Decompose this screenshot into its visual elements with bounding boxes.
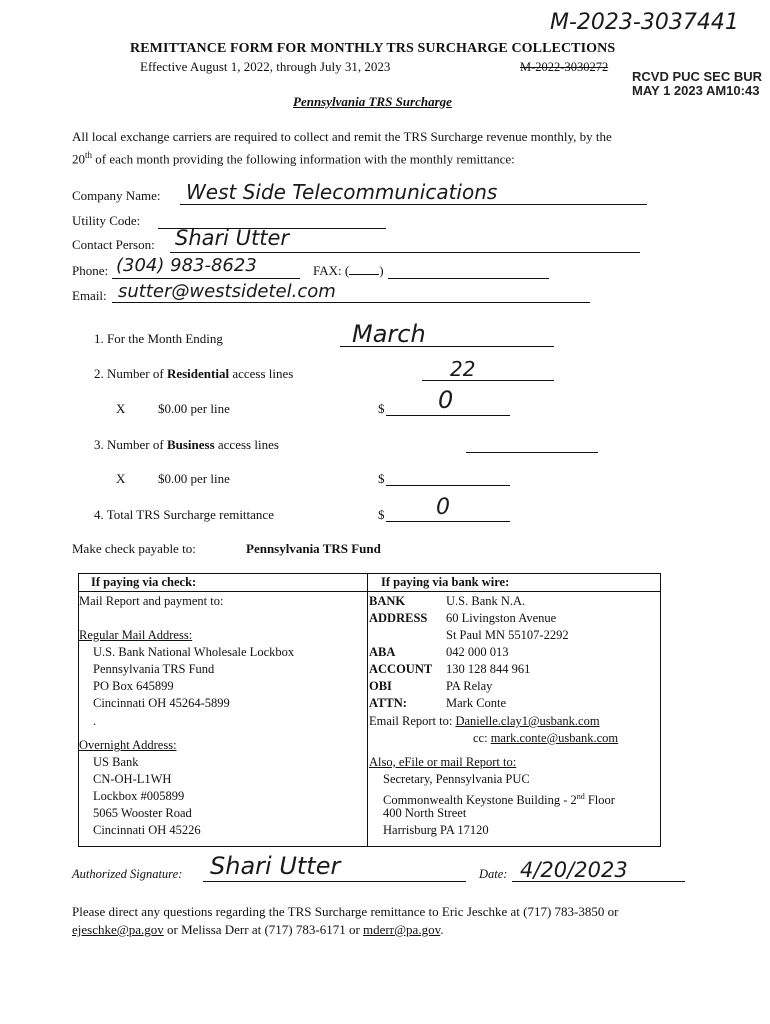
total-remittance-label: 4. Total TRS Surcharge remittance (94, 507, 274, 522)
company-name-value[interactable]: West Side Telecommunications (186, 180, 498, 204)
stray-dot: . (93, 714, 97, 728)
intro-line-1: All local exchange carriers are required to collect and remit the TRS Surcharge revenue monthly, by the (72, 129, 612, 144)
intro-paragraph (72, 128, 712, 168)
table-header-divider (79, 591, 660, 592)
email-label: Email: (72, 288, 107, 303)
total-dollar-sign: $ (378, 507, 385, 522)
wire-column-header: If paying via bank wire: (381, 575, 510, 589)
form-subtitle: Pennsylvania TRS Surcharge (293, 94, 452, 109)
regular-mail-line-2: Pennsylvania TRS Fund (93, 662, 215, 676)
wire-email-line (369, 713, 600, 730)
signature-value[interactable]: Shari Utter (210, 852, 341, 880)
residential-label-pre: 2. Number of (94, 366, 167, 381)
wire-cc-prefix: cc: (473, 731, 491, 745)
puc-line-2-pre: Commonwealth Keystone Building - 2 (383, 793, 577, 808)
phone-label: Phone: (72, 263, 109, 278)
wire-email-link-2[interactable]: mark.conte@usbank.com (490, 731, 619, 745)
residential-label-post: access lines (229, 366, 294, 381)
month-ending-label: 1. For the Month Ending (94, 331, 223, 346)
phone-line (112, 278, 300, 279)
business-label-post: access lines (214, 437, 279, 452)
contact-person-label: Contact Person: (72, 237, 155, 252)
regular-mail-line-3: PO Box 645899 (93, 679, 174, 693)
email-value[interactable]: sutter@westsidetel.com (118, 281, 336, 302)
overnight-line-3: Lockbox #005899 (93, 789, 185, 803)
utility-code-label: Utility Code: (72, 213, 141, 228)
old-docket-number: M-2022-3030272 (520, 60, 609, 74)
contact-person-value[interactable]: Shari Utter (175, 226, 290, 250)
wire-address-label: ADDRESS (369, 611, 428, 625)
business-rate: $0.00 per line (158, 471, 230, 486)
footer-email-link-1[interactable]: ejeschke@pa.gov (72, 922, 164, 937)
total-amount-value[interactable]: 0 (436, 495, 450, 520)
fax-label (313, 263, 384, 279)
wire-attn-label: ATTN: (369, 696, 407, 710)
date-value[interactable]: 4/20/2023 (520, 858, 628, 882)
puc-address-line-3: 400 North Street (383, 806, 467, 820)
received-stamp (632, 70, 762, 98)
puc-line-2-sup: nd (576, 792, 585, 801)
intro-line-2 (72, 146, 712, 168)
puc-address-line-1: Secretary, Pennsylvania PUC (383, 772, 530, 786)
fax-close-paren: ) (379, 263, 384, 278)
wire-email-prefix: Email Report to: (369, 714, 456, 728)
handwritten-docket-number: M-2023-3037441 (550, 10, 739, 35)
company-name-line (180, 204, 647, 205)
wire-bank-value: U.S. Bank N.A. (446, 594, 526, 608)
wire-email-link-1[interactable]: Danielle.clay1@usbank.com (455, 714, 600, 728)
check-column-header: If paying via check: (91, 575, 197, 589)
residential-x-mark: X (116, 401, 126, 416)
business-x-mark: X (116, 471, 126, 486)
overnight-line-4: 5065 Wooster Road (93, 806, 192, 820)
email-line (112, 302, 590, 303)
fax-label-text: FAX: ( (313, 263, 350, 278)
wire-aba-label: ABA (369, 645, 396, 659)
footer-contact-paragraph (72, 903, 722, 939)
regular-mail-heading: Regular Mail Address: (79, 628, 193, 642)
intro-line-2-text: of each month providing the following information with the monthly remittance: (92, 151, 515, 167)
payable-value: Pennsylvania TRS Fund (246, 541, 381, 556)
received-stamp-line2: MAY 1 2023 AM10:43 (632, 83, 760, 98)
wire-account-value: 130 128 844 961 (446, 662, 531, 676)
wire-obi-label: OBI (369, 679, 392, 693)
footer-line-1: Please direct any questions regarding the TRS Surcharge remittance to Eric Jeschke at (717) 783-3850 or (72, 904, 619, 919)
intro-day-suffix: th (85, 150, 93, 160)
footer-line-2 (72, 921, 722, 939)
overnight-line-2: CN-OH-L1WH (93, 772, 172, 786)
form-title: REMITTANCE FORM FOR MONTHLY TRS SURCHARGE COLLECTIONS (130, 41, 616, 56)
residential-lines-label (94, 366, 293, 382)
wire-obi-value: PA Relay (446, 679, 493, 693)
wire-address-line-2: St Paul MN 55107-2292 (446, 628, 569, 642)
residential-dollar-sign: $ (378, 401, 385, 416)
business-label-bold: Business (166, 437, 215, 452)
footer-mid-text: or Melissa Derr at (717) 783-6171 or (163, 922, 364, 937)
business-dollar-sign: $ (378, 471, 385, 486)
payment-instructions-table (78, 573, 661, 847)
business-amount-line (386, 485, 510, 486)
intro-day: 20 (72, 151, 85, 167)
footer-end-punctuation: . (440, 922, 444, 937)
signature-label: Authorized Signature: (72, 867, 183, 881)
footer-email-link-2[interactable]: mderr@pa.gov (363, 922, 441, 937)
wire-attn-value: Mark Conte (446, 696, 507, 710)
received-stamp-line1: RCVD PUC SEC BUR (632, 69, 763, 84)
payable-label: Make check payable to: (72, 541, 196, 556)
residential-amount-value[interactable]: 0 (438, 386, 454, 414)
wire-account-label: ACCOUNT (369, 662, 433, 676)
overnight-line-5: Cincinnati OH 45226 (93, 823, 201, 837)
effective-dates: Effective August 1, 2022, through July 31, 2023 (140, 59, 391, 74)
table-column-divider (367, 574, 368, 846)
overnight-line-1: US Bank (93, 755, 139, 769)
date-label: Date: (479, 867, 508, 881)
wire-address-line-1: 60 Livingston Avenue (446, 611, 557, 625)
puc-line-2-post: Floor (584, 793, 615, 808)
business-lines-line (466, 452, 598, 453)
company-name-label: Company Name: (72, 188, 161, 203)
fax-area-code-blank[interactable] (349, 274, 379, 275)
wire-bank-label: BANK (369, 594, 406, 608)
residential-label-bold: Residential (166, 366, 230, 381)
contact-person-line (170, 252, 640, 253)
overnight-heading: Overnight Address: (79, 738, 177, 752)
check-mail-instruction: Mail Report and payment to: (79, 594, 224, 608)
residential-rate: $0.00 per line (158, 401, 230, 416)
signature-line (203, 881, 466, 882)
puc-address-line-4: Harrisburg PA 17120 (383, 823, 489, 837)
residential-amount-line (386, 415, 510, 416)
business-label-pre: 3. Number of (94, 437, 167, 452)
phone-value[interactable]: (304) 983-8623 (116, 255, 257, 276)
residential-lines-line (422, 380, 554, 381)
residential-lines-value[interactable]: 22 (450, 357, 476, 381)
business-lines-label (94, 437, 279, 453)
regular-mail-line-4: Cincinnati OH 45264-5899 (93, 696, 230, 710)
efile-heading: Also, eFile or mail Report to: (369, 755, 517, 769)
total-amount-line (386, 521, 510, 522)
month-ending-value[interactable]: March (352, 320, 426, 348)
regular-mail-line-1: U.S. Bank National Wholesale Lockbox (93, 645, 295, 659)
wire-aba-value: 042 000 013 (446, 645, 509, 659)
fax-line (388, 278, 549, 279)
wire-cc-line (473, 730, 618, 747)
